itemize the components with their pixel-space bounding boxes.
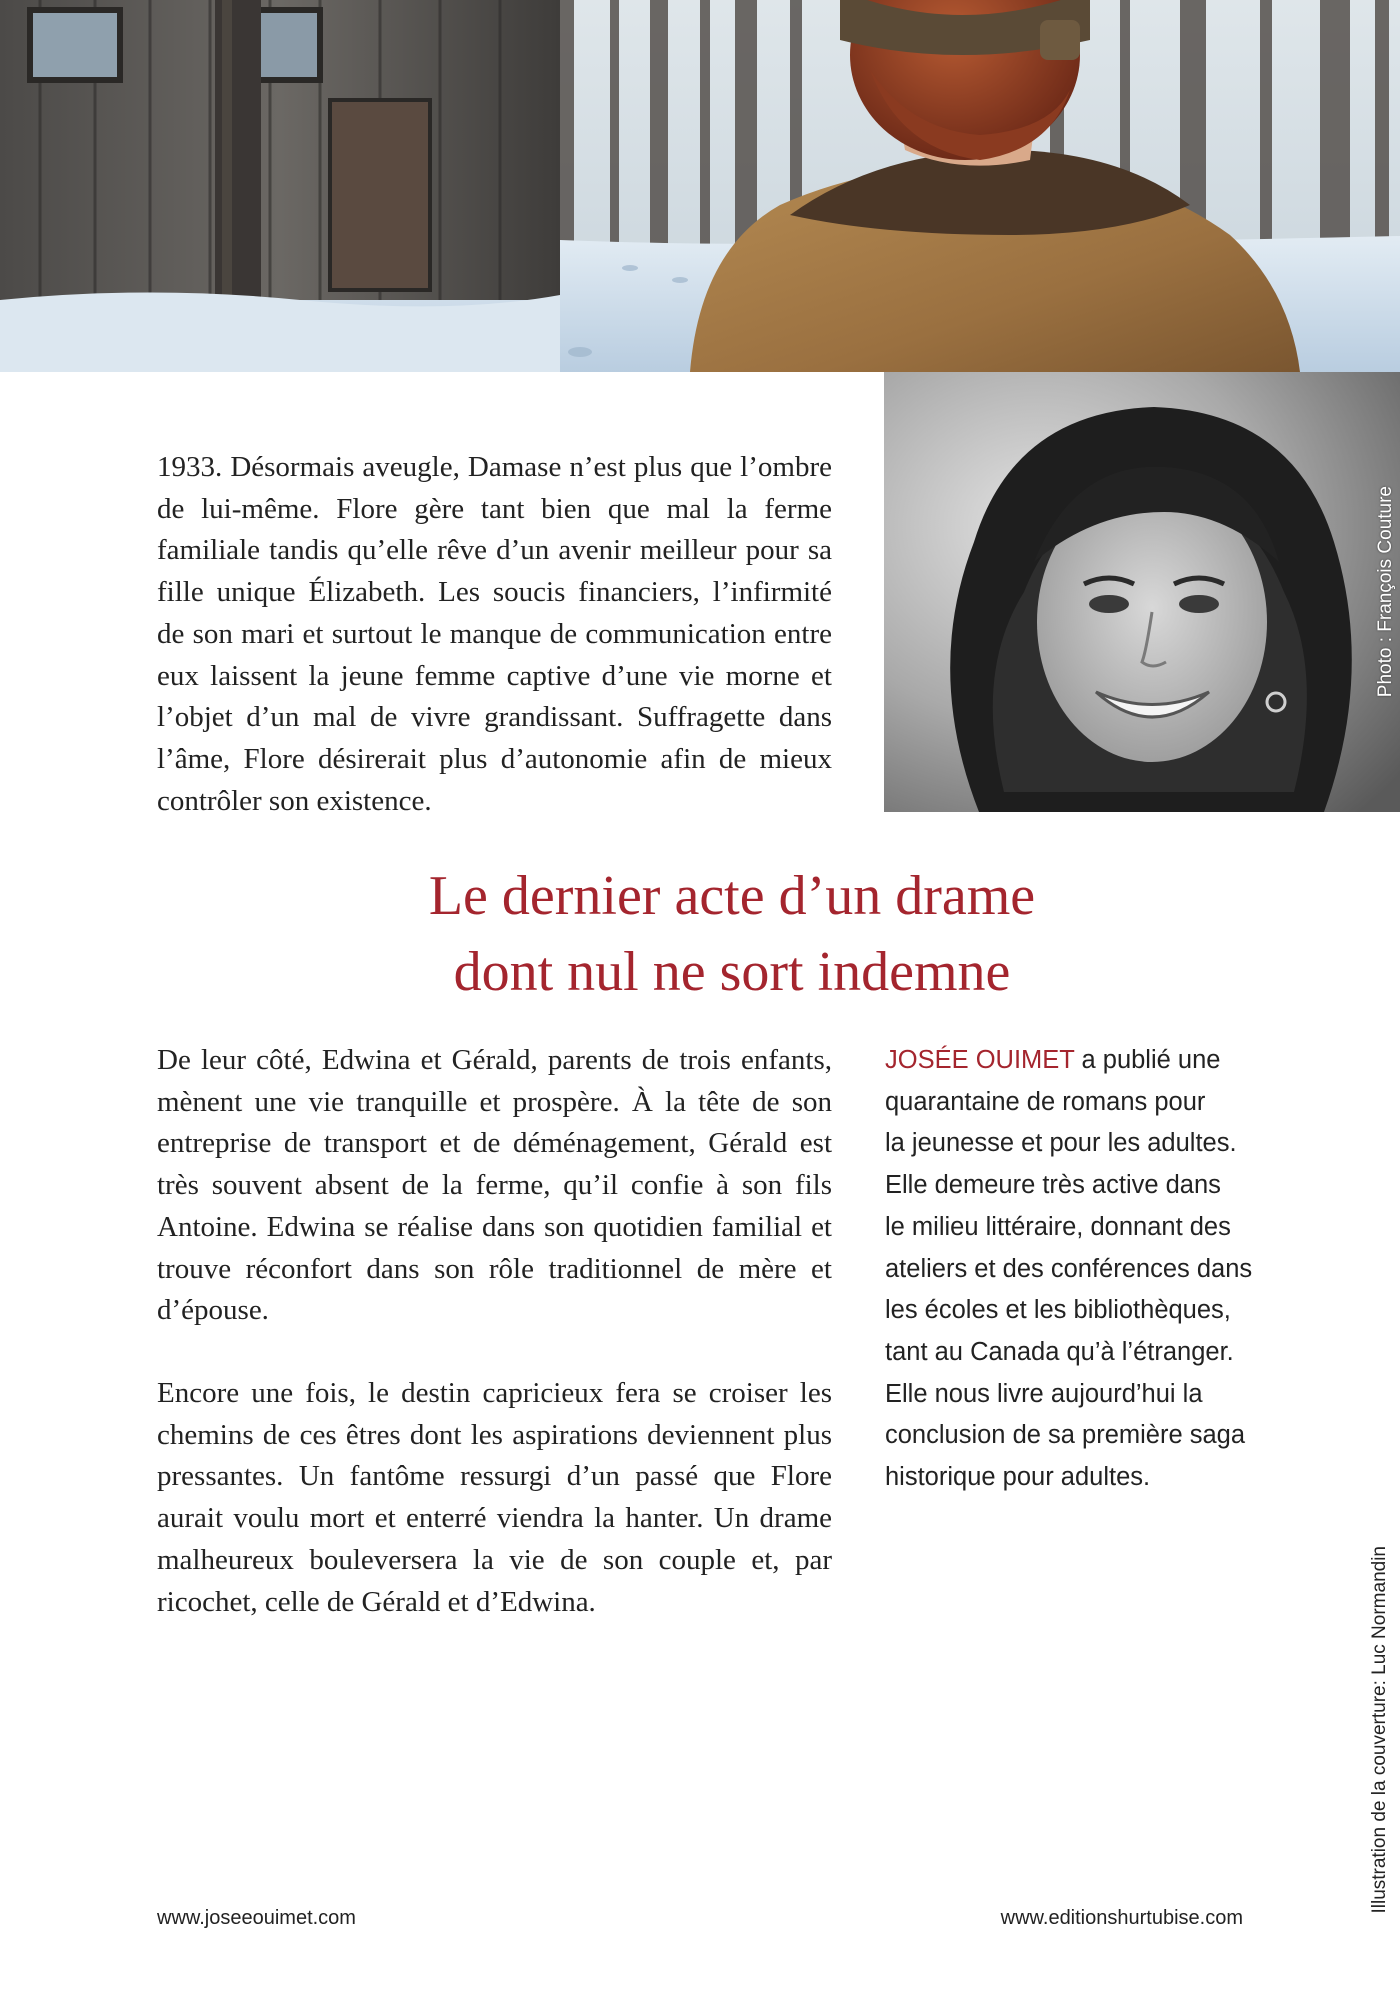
headline-line-1: Le dernier acte d’un drame [428,865,1036,927]
bio-line: quarantaine de romans pour [885,1087,1206,1116]
body-paragraph-2: Encore une fois, le destin capricieux fera se croiser les chemins de ces êtres dont les aspirations deviennent plus pressantes. Un fantôme ressurgi d’un passé que Flore aurait voulu mort et enterré viendra la hanter. Un drame malheureux bouleversera la vie de son couple et, par ricochet, celle de Gérald et d’Edwina. [157,1377,832,1618]
author-name: JOSÉE OUIMET [885,1046,1075,1074]
bio-line-1-rest: a publié une [1074,1046,1221,1074]
author-photo [884,372,1400,812]
author-bio [885,1040,1305,1499]
illustration-credit-text: Illustration de la couverture: Luc Normandin [1369,1546,1390,1914]
bio-line: tant au Canada qu’à l’étranger. [885,1337,1234,1366]
bio-line: la jeunesse et pour les adultes. [885,1129,1237,1158]
author-portrait [884,372,1400,812]
headline-line-2: dont nul ne sort indemne [453,941,1011,1003]
bio-line: historique pour adultes. [885,1463,1151,1492]
intro-paragraph: 1933. Désormais aveugle, Damase n’est plus que l’ombre de lui-même. Flore gère tant bien que mal la ferme familiale tandis qu’elle rêve d’un avenir meilleur pour sa fille unique Élizabeth. Les soucis financiers, l’infirmité de son mari et surtout le manque de communication entre eux laissent la jeune femme captive d’une vie morne et l’objet d’un mal de vivre grandissant. Suffragette dans l’âme, Flore désirerait plus d’autonomie afin de mieux contrôler son existence. [157,451,832,817]
bio-line-1 [885,1040,1305,1082]
photo-credit [1372,372,1400,812]
photo-credit-text: Photo : François Couture [1375,486,1396,698]
body-paragraph-1: De leur côté, Edwina et Gérald, parents de trois enfants, mènent une vie tranquille et prospère. À la tête de son entreprise de transport et de déménagement, Gérald est très souvent absent de la ferme, qu’il confie à son fils Antoine. Edwina se réalise dans son quotidien familial et trouve réconfort dans son rôle traditionnel de mère et d’épouse. [157,1044,832,1327]
cover-illustration [0,0,1400,372]
bio-line: conclusion de sa première saga [885,1421,1246,1450]
bio-line: Elle demeure très active dans [885,1171,1221,1200]
publisher-website-link[interactable]: www.editionshurtubise.com [1000,1907,1243,1929]
bio-line: Elle nous livre aujourd’hui la [885,1379,1203,1408]
bio-line: les écoles et les bibliothèques, [885,1296,1231,1325]
bio-line: ateliers et des conférences dans [885,1254,1253,1283]
winter-scene-painting [0,0,1400,372]
bio-line: le milieu littéraire, donnant des [885,1212,1231,1241]
headline [157,858,1307,1010]
author-website-link[interactable]: www.joseeouimet.com [157,1907,356,1929]
illustration-credit [1366,1530,1394,1930]
